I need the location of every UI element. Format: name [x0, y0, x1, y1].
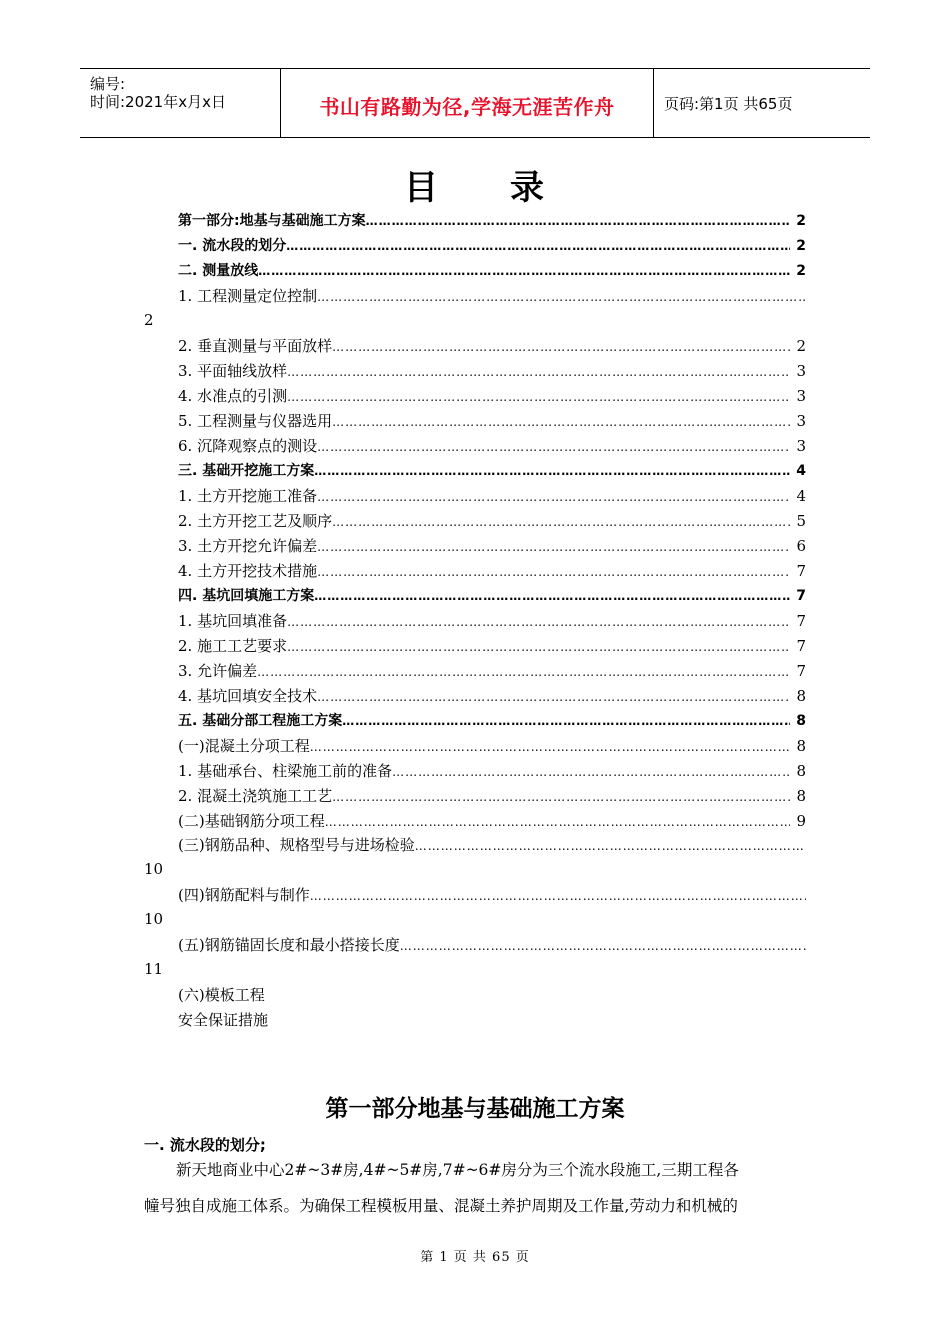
toc-entry[interactable]: 6. 沉降观察点的测设 …………………………………………………………………………………………………………………………………………………………………………………………………… 3 — [178, 435, 806, 457]
toc-entry[interactable]: 五. 基础分部工程施工方案 …………………………………………………………………………………………………………………………………………………………………………………………………… 8 — [178, 710, 806, 732]
toc-entry[interactable]: 2. 混凝土浇筑施工工艺 …………………………………………………………………………………………………………………………………………………………………………………………………… 8 — [178, 785, 806, 807]
header-info-cell — [80, 69, 281, 137]
subheading: 一. 流水段的划分; — [144, 1136, 266, 1154]
header-page-cell — [654, 69, 870, 137]
toc-entry[interactable]: 第一部分:地基与基础施工方案 …………………………………………………………………………………………………………………………………………………………………………………………………… 2 — [178, 210, 806, 232]
toc-page-number: 10 — [144, 910, 164, 928]
header-motto-cell — [281, 69, 654, 137]
toc-entry[interactable]: (四)钢筋配料与制作 …………………………………………………………………………………………………………………………………………………………………………………………………… — [178, 884, 806, 906]
toc-entry[interactable]: 2. 垂直测量与平面放样 …………………………………………………………………………………………………………………………………………………………………………………………………… 2 — [178, 335, 806, 357]
page-code: 页码:第1页 共65页 — [664, 95, 793, 113]
toc-entry[interactable]: 一. 流水段的划分 …………………………………………………………………………………………………………………………………………………………………………………………………… 2 — [178, 235, 806, 257]
toc-title-left: 目 — [404, 168, 440, 208]
toc-entry[interactable]: 1. 基础承台、柱梁施工前的准备 …………………………………………………………………………………………………………………………………………………………………………………………………… 8 — [178, 760, 806, 782]
toc-entry[interactable]: 2. 施工工艺要求 …………………………………………………………………………………………………………………………………………………………………………………………………… 7 — [178, 635, 806, 657]
toc-title-right: 录 — [510, 168, 546, 208]
toc-entry[interactable]: 5. 工程测量与仪器选用 …………………………………………………………………………………………………………………………………………………………………………………………………… 3 — [178, 410, 806, 432]
toc-entry[interactable]: (二)基础钢筋分项工程 …………………………………………………………………………………………………………………………………………………………………………………………………… 9 — [178, 810, 806, 832]
motto-text: 书山有路勤为径,学海无涯苦作舟 — [319, 95, 615, 119]
toc-page-number: 11 — [144, 960, 164, 978]
paragraph-line: 新天地商业中心2#~3#房,4#~5#房,7#~6#房分为三个流水段施工,三期工程各 — [176, 1161, 739, 1179]
toc-entry[interactable]: 4. 水准点的引测 …………………………………………………………………………………………………………………………………………………………………………………………………… 3 — [178, 385, 806, 407]
toc-entry[interactable]: 四. 基坑回填施工方案 …………………………………………………………………………………………………………………………………………………………………………………………………… 7 — [178, 585, 806, 607]
toc-entry[interactable]: 2. 土方开挖工艺及顺序 …………………………………………………………………………………………………………………………………………………………………………………………………… 5 — [178, 510, 806, 532]
toc-entry[interactable]: 4. 基坑回填安全技术 …………………………………………………………………………………………………………………………………………………………………………………………………… 8 — [178, 685, 806, 707]
document-header — [80, 68, 870, 138]
toc-entry[interactable]: 3. 土方开挖允许偏差 …………………………………………………………………………………………………………………………………………………………………………………………………… 6 — [178, 535, 806, 557]
section-title: 第一部分地基与基础施工方案 — [325, 1096, 625, 1122]
number-label: 编号: — [90, 75, 126, 93]
toc-entry[interactable]: 3. 平面轴线放样 …………………………………………………………………………………………………………………………………………………………………………………………………… 3 — [178, 360, 806, 382]
toc-page-number: 2 — [144, 311, 154, 329]
toc-entry[interactable]: (一)混凝土分项工程 …………………………………………………………………………………………………………………………………………………………………………………………………… 8 — [178, 735, 806, 757]
toc-entry[interactable]: 3. 允许偏差 …………………………………………………………………………………………………………………………………………………………………………………………………… 7 — [178, 660, 806, 682]
toc-entry[interactable]: 1. 工程测量定位控制 …………………………………………………………………………………………………………………………………………………………………………………………………… — [178, 285, 806, 307]
toc-page-number: 10 — [144, 860, 164, 878]
paragraph-line: 幢号独自成施工体系。为确保工程模板用量、混凝土养护周期及工作量,劳动力和机械的 — [144, 1197, 738, 1215]
toc-entry[interactable]: 1. 基坑回填准备 …………………………………………………………………………………………………………………………………………………………………………………………………… 7 — [178, 610, 806, 632]
toc-entry[interactable]: 4. 土方开挖技术措施 …………………………………………………………………………………………………………………………………………………………………………………………………… 7 — [178, 560, 806, 582]
toc-entry[interactable]: 二. 测量放线 …………………………………………………………………………………………………………………………………………………………………………………………………… 2 — [178, 260, 806, 282]
toc-entry[interactable]: (五)钢筋锚固长度和最小搭接长度 …………………………………………………………………………………………………………………………………………………………………………………………………… — [178, 934, 806, 956]
toc-entry[interactable]: 1. 土方开挖施工准备 …………………………………………………………………………………………………………………………………………………………………………………………………… 4 — [178, 485, 806, 507]
toc-entry-plain[interactable]: 安全保证措施 — [178, 1011, 269, 1029]
toc-entry-plain[interactable]: (六)模板工程 — [178, 986, 265, 1004]
time-label: 时间:2021年x月x日 — [90, 93, 226, 111]
page-footer: 第 1 页 共 65 页 — [420, 1250, 530, 1265]
toc-entry[interactable]: (三)钢筋品种、规格型号与进场检验 …………………………………………………………………………………………………………………………………………………………………………………………………… — [178, 834, 806, 856]
toc-entry[interactable]: 三. 基础开挖施工方案 …………………………………………………………………………………………………………………………………………………………………………………………………… 4 — [178, 460, 806, 482]
toc-title — [0, 160, 950, 209]
